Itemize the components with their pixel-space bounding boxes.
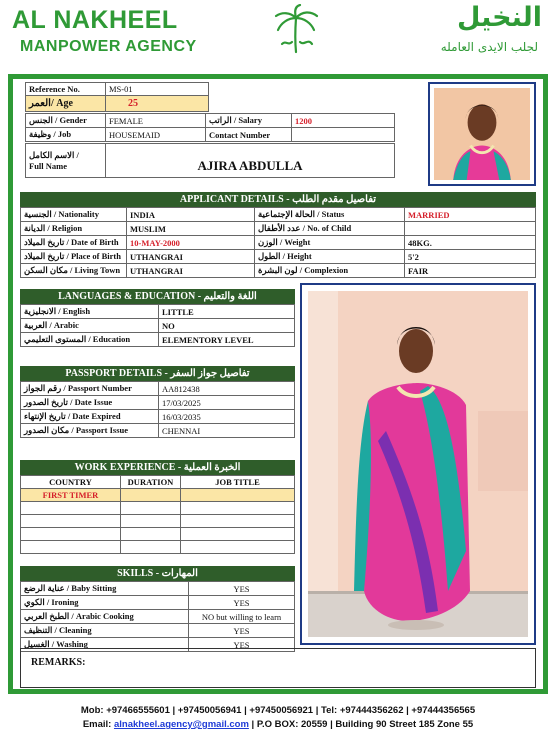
passport-label: تاريخ الصدور / Date Issue bbox=[21, 396, 159, 410]
gender-job-table bbox=[25, 113, 395, 142]
age-label: العمر/ Age bbox=[26, 96, 106, 112]
applicant-label: تاريخ الميلاد / Place of Birth bbox=[21, 250, 127, 264]
column-header: COUNTRY bbox=[21, 476, 121, 489]
applicant-details-header: APPLICANT DETAILS - تفاصيل مقدم الطلب bbox=[20, 192, 536, 207]
work-cell bbox=[21, 502, 121, 515]
work-cell bbox=[181, 515, 295, 528]
table-row bbox=[21, 222, 536, 236]
work-experience-table bbox=[20, 475, 295, 554]
skill-value: YES bbox=[189, 596, 295, 610]
applicant-value bbox=[405, 222, 536, 236]
salary-value: 1200 bbox=[292, 114, 395, 128]
fullname-value: AJIRA ABDULLA bbox=[106, 144, 395, 178]
gender-value: FEMALE bbox=[106, 114, 206, 128]
table-row bbox=[21, 305, 295, 319]
fullname-label-ar: الاسم الكامل / bbox=[29, 149, 79, 160]
work-cell bbox=[121, 502, 181, 515]
contact-label: Contact Number bbox=[206, 128, 292, 142]
skill-value: YES bbox=[189, 624, 295, 638]
work-cell bbox=[181, 502, 295, 515]
applicant-value: MARRIED bbox=[405, 208, 536, 222]
passport-label: رقم الجواز / Passport Number bbox=[21, 382, 159, 396]
column-header: JOB TITLE bbox=[181, 476, 295, 489]
skill-value: YES bbox=[189, 638, 295, 652]
table-row bbox=[21, 596, 295, 610]
table-row bbox=[21, 264, 536, 278]
skill-label: الطبخ العربي / Arabic Cooking bbox=[21, 610, 189, 624]
fullname-label-en: Full Name bbox=[29, 160, 68, 171]
table-row bbox=[21, 410, 295, 424]
skills-header: SKILLS - المهارات bbox=[20, 566, 295, 581]
footer-address-line bbox=[0, 719, 556, 730]
applicant-label: الوزن / Weight bbox=[255, 236, 405, 250]
applicant-value: UTHANGRAI bbox=[127, 250, 255, 264]
table-row bbox=[21, 515, 295, 528]
language-value: NO bbox=[159, 319, 295, 333]
table-row bbox=[21, 396, 295, 410]
column-header: DURATION bbox=[121, 476, 181, 489]
job-label: وظيفة / Job bbox=[26, 128, 106, 142]
skill-value: NO but willing to learn bbox=[189, 610, 295, 624]
applicant-details-table bbox=[20, 207, 536, 278]
work-cell bbox=[121, 528, 181, 541]
skill-label: الغسيل / Washing bbox=[21, 638, 189, 652]
table-row bbox=[21, 489, 295, 502]
applicant-value: MUSLIM bbox=[127, 222, 255, 236]
reference-value: MS-01 bbox=[106, 83, 209, 96]
brand-tagline-arabic: لجلب الايدى العامله bbox=[440, 40, 538, 54]
applicant-label: مكان السكن / Living Town bbox=[21, 264, 127, 278]
work-cell bbox=[21, 541, 121, 554]
remarks-label: REMARKS: bbox=[31, 657, 86, 668]
reference-age-table bbox=[25, 82, 209, 112]
passport-label: تاريخ الإنتهاء / Date Expired bbox=[21, 410, 159, 424]
work-cell bbox=[181, 528, 295, 541]
work-cell bbox=[21, 515, 121, 528]
table-row bbox=[21, 624, 295, 638]
table-row bbox=[21, 502, 295, 515]
footer-email-link[interactable]: alnakheel.agency@gmail.com bbox=[113, 719, 249, 730]
passport-header: PASSPORT DETAILS - تفاصيل جواز السفر bbox=[20, 366, 295, 381]
work-cell bbox=[21, 528, 121, 541]
applicant-label: الطول / Height bbox=[255, 250, 405, 264]
table-row bbox=[21, 319, 295, 333]
applicant-value: FAIR bbox=[405, 264, 536, 278]
job-value: HOUSEMAID bbox=[106, 128, 206, 142]
applicant-value: 48KG. bbox=[405, 236, 536, 250]
work-cell bbox=[121, 541, 181, 554]
age-value: 25 bbox=[106, 96, 209, 112]
language-label: العربية / Arabic bbox=[21, 319, 159, 333]
applicant-full-photo bbox=[300, 283, 536, 645]
skill-label: عناية الرضع / Baby Sitting bbox=[21, 582, 189, 596]
languages-header: LANGUAGES & EDUCATION - اللغة والتعليم bbox=[20, 289, 295, 304]
table-row bbox=[21, 582, 295, 596]
letterhead bbox=[0, 0, 556, 72]
table-header-row bbox=[21, 476, 295, 489]
table-row bbox=[21, 528, 295, 541]
work-cell bbox=[121, 489, 181, 502]
table-row bbox=[21, 382, 295, 396]
table-row bbox=[21, 236, 536, 250]
passport-label: مكان الصدور / Passport Issue bbox=[21, 424, 159, 438]
footer-phone-line: Mob: +97466555601 | +97450056941 | +97450056921 | Tel: +97444356262 | +97444356565 bbox=[80, 705, 476, 716]
work-cell: FIRST TIMER bbox=[21, 489, 121, 502]
language-label: الانجليزية / English bbox=[21, 305, 159, 319]
language-label: المستوى التعليمي / Education bbox=[21, 333, 159, 347]
applicant-label: الجنسية / Nationality bbox=[21, 208, 127, 222]
table-row bbox=[21, 333, 295, 347]
passport-value: CHENNAI bbox=[159, 424, 295, 438]
applicant-label: لون البشرة / Complexion bbox=[255, 264, 405, 278]
footer-address: | P.O BOX: 20559 | Building 90 Street 185 Zone 55 bbox=[248, 719, 474, 730]
applicant-value: UTHANGRAI bbox=[127, 264, 255, 278]
applicant-label: تاريخ الميلاد / Date of Birth bbox=[21, 236, 127, 250]
skill-value: YES bbox=[189, 582, 295, 596]
table-row bbox=[21, 250, 536, 264]
remarks-box bbox=[20, 648, 536, 688]
passport-table bbox=[20, 381, 295, 438]
applicant-value: 10-MAY-2000 bbox=[127, 236, 255, 250]
language-value: ELEMENTORY LEVEL bbox=[159, 333, 295, 347]
applicant-headshot-photo bbox=[428, 82, 536, 186]
reference-label: Reference No. bbox=[26, 83, 106, 96]
skill-label: الكوي / Ironing bbox=[21, 596, 189, 610]
table-row bbox=[21, 208, 536, 222]
brand-name-arabic: النخيل bbox=[457, 2, 542, 33]
fullname-table bbox=[25, 143, 395, 178]
passport-value: 16/03/2035 bbox=[159, 410, 295, 424]
table-row bbox=[21, 610, 295, 624]
passport-value: 17/03/2025 bbox=[159, 396, 295, 410]
passport-value: AA812438 bbox=[159, 382, 295, 396]
work-cell bbox=[181, 489, 295, 502]
brand-name-english: AL NAKHEEL bbox=[12, 6, 178, 34]
fullname-label bbox=[26, 144, 106, 178]
applicant-label: عدد الأطفال / No. of Child bbox=[255, 222, 405, 236]
palm-calligraphy-logo bbox=[268, 4, 324, 56]
work-cell bbox=[121, 515, 181, 528]
salary-label: الراتب / Salary bbox=[206, 114, 292, 128]
table-row bbox=[21, 541, 295, 554]
gender-label: الجنس / Gender bbox=[26, 114, 106, 128]
applicant-label: الحالة الإجتماعية / Status bbox=[255, 208, 405, 222]
applicant-label: الديانة / Religion bbox=[21, 222, 127, 236]
skills-table bbox=[20, 581, 295, 652]
footer-email-prefix: Email: bbox=[82, 719, 114, 730]
work-cell bbox=[181, 541, 295, 554]
applicant-value: 5'2 bbox=[405, 250, 536, 264]
contact-value bbox=[292, 128, 395, 142]
brand-tagline-english: MANPOWER AGENCY bbox=[20, 38, 197, 55]
table-row bbox=[21, 424, 295, 438]
applicant-value: INDIA bbox=[127, 208, 255, 222]
work-experience-header: WORK EXPERIENCE - الخبرة العملية bbox=[20, 460, 295, 475]
language-value: LITTLE bbox=[159, 305, 295, 319]
skill-label: التنظيف / Cleaning bbox=[21, 624, 189, 638]
languages-table bbox=[20, 304, 295, 347]
